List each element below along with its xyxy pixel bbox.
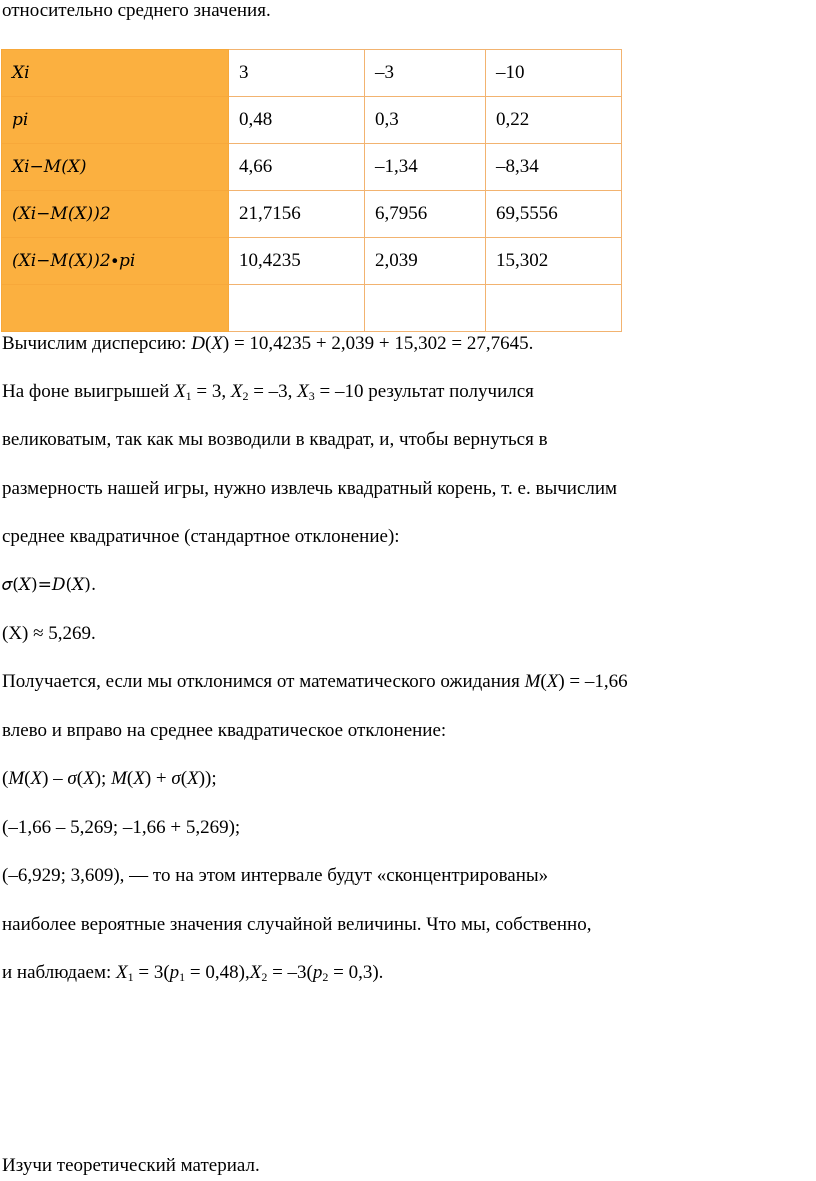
table-cell: 0,3 xyxy=(365,97,486,144)
table-cell: –3 xyxy=(365,50,486,97)
row-label: 𝑋𝑖−𝑀(𝑋) xyxy=(2,144,229,191)
paragraph-line: влево и вправо на среднее квадратическое отклонение: xyxy=(2,720,447,741)
interval-numeric: (–1,66 – 5,269; –1,66 + 5,269); xyxy=(2,817,241,838)
table-cell: 6,7956 xyxy=(365,191,486,238)
table-cell xyxy=(365,285,486,332)
table-cell: 10,4235 xyxy=(229,238,365,285)
table-cell xyxy=(229,285,365,332)
intro-text: относительно среднего значения. xyxy=(2,0,271,21)
table-cell: –10 xyxy=(486,50,622,97)
table-row xyxy=(2,97,622,144)
table-cell: 21,7156 xyxy=(229,191,365,238)
table-row xyxy=(2,50,622,97)
statistics-table xyxy=(1,49,622,332)
table-cell: 3 xyxy=(229,50,365,97)
row-label: (𝑋𝑖−𝑀(𝑋))2∙𝑝𝑖 xyxy=(2,238,229,285)
table-cell: 0,22 xyxy=(486,97,622,144)
table-cell xyxy=(486,285,622,332)
row-label: (𝑋𝑖−𝑀(𝑋))2 xyxy=(2,191,229,238)
dispersion-expr: = 10,4235 + 2,039 + 15,302 = 27,7645. xyxy=(229,333,534,354)
dispersion-prefix: Вычислим дисперсию: xyxy=(2,333,192,354)
table-cell: 69,5556 xyxy=(486,191,622,238)
table-cell: 0,48 xyxy=(229,97,365,144)
table-row xyxy=(2,238,622,285)
interval-formula: (M(X) – σ(X); M(X) + σ(X)); xyxy=(2,768,217,789)
table-cell: 2,039 xyxy=(365,238,486,285)
table-row xyxy=(2,285,622,332)
table-row xyxy=(2,144,622,191)
expectation-line: Получается, если мы отклонимся от математического ожидания M(X) = –1,66 xyxy=(2,671,628,692)
wins-line: На фоне выигрышей $X_1 = 3$, $X_2 = -3$, $X_3 = -10$ результат получился xyxy=(2,381,534,403)
dispersion-arg: X xyxy=(211,333,223,354)
paragraph-line: наиболее вероятные значения случайной величины. Что мы, собственно, xyxy=(2,914,592,935)
row-label: 𝑋𝑖 xyxy=(2,50,229,97)
paragraph-line: великоватым, так как мы возводили в квадрат, и, чтобы вернуться в xyxy=(2,429,548,450)
table-cell: 15,302 xyxy=(486,238,622,285)
sigma-value: (X) ≈ 5,269. xyxy=(2,623,96,644)
row-label xyxy=(2,285,229,332)
dispersion-line: Вычислим дисперсию: D(X) = 10,4235 + 2,039 + 15,302 = 27,7645. xyxy=(2,333,534,354)
observation-line: и наблюдаем: $X_1 = 3(p_1 = 0,48),X_2 = -3(p_2 = 0,3)$. xyxy=(2,962,384,984)
dispersion-func: D xyxy=(191,333,205,354)
table-row xyxy=(2,191,622,238)
table-cell: –1,34 xyxy=(365,144,486,191)
table-cell: –8,34 xyxy=(486,144,622,191)
sigma-formula: 𝜎(𝑋)=𝐷(𝑋). xyxy=(2,575,97,595)
row-label: 𝑝𝑖 xyxy=(2,97,229,144)
footer-text: Изучи теоретический материал. xyxy=(2,1155,260,1176)
paragraph-line: среднее квадратичное (стандартное отклонение): xyxy=(2,526,400,547)
interval-result: (–6,929; 3,609), — то на этом интервале будут «сконцентрированы» xyxy=(2,865,549,886)
table-cell: 4,66 xyxy=(229,144,365,191)
paragraph-line: размерность нашей игры, нужно извлечь квадратный корень, т. е. вычислим xyxy=(2,478,618,499)
